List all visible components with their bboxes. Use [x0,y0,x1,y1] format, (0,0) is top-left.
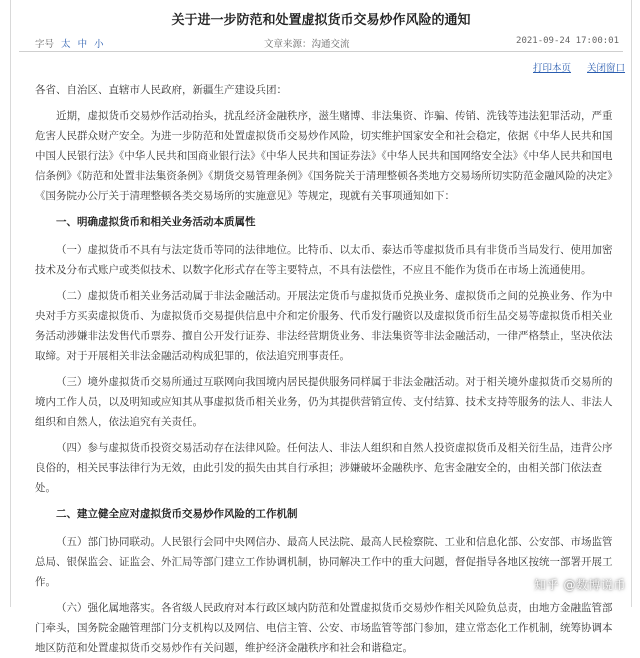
page-title: 关于进一步防范和处置虚拟货币交易炒作风险的通知 [171,13,471,28]
section-heading-2: 二、建立健全应对虚拟货币交易炒作风险的工作机制 [56,508,298,520]
paragraph-4: （四）参与虚拟货币投资交易活动存在法律风险。任何法人、非法人组织和自然人投资虚拟货币及相关衍生品，违背公序良俗的，相关民事法律行为无效，由此引发的损失由其自行承担；涉嫌破坏金融秩序、危害金融安全的，由相关部门依法查处。 [35,442,613,494]
publish-date: 2021-09-24 17:00:01 [516,36,619,46]
paragraph-5: （五）部门协同联动。人民银行会同中央网信办、最高人民法院、最高人民检察院、工业和信息化部、公安部、市场监管总局、银保监会、证监会、外汇局等部门建立工作协调机制，协同解决工作中的重大问题，督促指导各地区按统一部署开展工作。 [35,536,613,588]
zhihu-watermark: 知乎 @数博说币 [534,578,626,592]
font-size-label: 字号 [35,39,55,50]
paragraph-6: （六）强化属地落实。各省级人民政府对本行政区域内防范和处置虚拟货币交易炒作相关风险负总责，由地方金融监管部门牵头，国务院金融管理部门分支机构以及网信、电信主管、公安、市场监管等部门参加，建立常态化工作机制，统筹协调本地区防范和处置虚拟货币交易炒作有关问题，维护经济金融秩序和社会和谐稳定。 [35,602,613,654]
paragraph-1: （一）虚拟货币不具有与法定货币等同的法律地位。比特币、以太币、泰达币等虚拟货币具有非货币当局发行、使用加密技术及分布式账户或类似技术、以数字化形式存在等主要特点，不具有法偿性，不应且不能作为货币在市场上流通使用。 [35,244,613,276]
font-size-medium-link[interactable]: 中 [77,39,88,50]
article-actions [11,52,631,80]
intro-paragraph: 近期，虚拟货币交易炒作活动抬头，扰乱经济金融秩序，滋生赌博、非法集资、诈骗、传销、洗钱等违法犯罪活动，严重危害人民群众财产安全。为进一步防范和处置虚拟货币交易炒作风险，切实维护国家安全和社会稳定，依据《中华人民共和国中国人民银行法》《中华人民共和国商业银行法》《中华人民共和国证券法》《中华人民共和国网络安全法》《中华人民共和国电信条例》《防范和处置非法集资条例》《期货交易管理条例》《国务院关于清理整顿各类地方交易场所切实防范金融风险的决定》《国务院办公厅关于清理整顿各类交易场所的实施意见》等规定，现就有关事项通知如下： [35,110,613,202]
paragraph-2: （二）虚拟货币相关业务活动属于非法金融活动。开展法定货币与虚拟货币兑换业务、虚拟货币之间的兑换业务、作为中央对手方买卖虚拟货币、为虚拟货币交易提供信息中介和定价服务、代币发行融资以及虚拟货币衍生品交易等虚拟货币相关业务活动涉嫌非法发售代币票券、擅自公开发行证券、非法经营期货业务、非法集资等非法金融活动，一律严格禁止，坚决依法取缔。对于开展相关非法金融活动构成犯罪的，依法追究刑事责任。 [35,290,613,362]
print-page-link[interactable]: 打印本页 [533,63,572,74]
article-window [10,0,632,654]
font-size-switcher [35,36,104,50]
font-size-small-link[interactable]: 小 [94,39,104,50]
salutation: 各省、自治区、直辖市人民政府，新疆生产建设兵团： [35,84,287,96]
font-size-large-link[interactable]: 太 [61,39,71,50]
close-window-link[interactable]: 关闭窗口 [587,63,626,74]
article-body [11,80,631,658]
article-source: 文章来源：沟通交流 [264,39,350,50]
article-meta [19,30,623,52]
section-heading-1: 一、明确虚拟货币和相关业务活动本质属性 [56,216,256,228]
paragraph-3: （三）境外虚拟货币交易所通过互联网向我国境内居民提供服务同样属于非法金融活动。对于相关境外虚拟货币交易所的境内工作人员，以及明知或应知其从事虚拟货币相关业务，仍为其提供营销宣传、支付结算、技术支持等服务的法人、非法人组织和自然人，依法追究有关责任。 [35,376,613,428]
